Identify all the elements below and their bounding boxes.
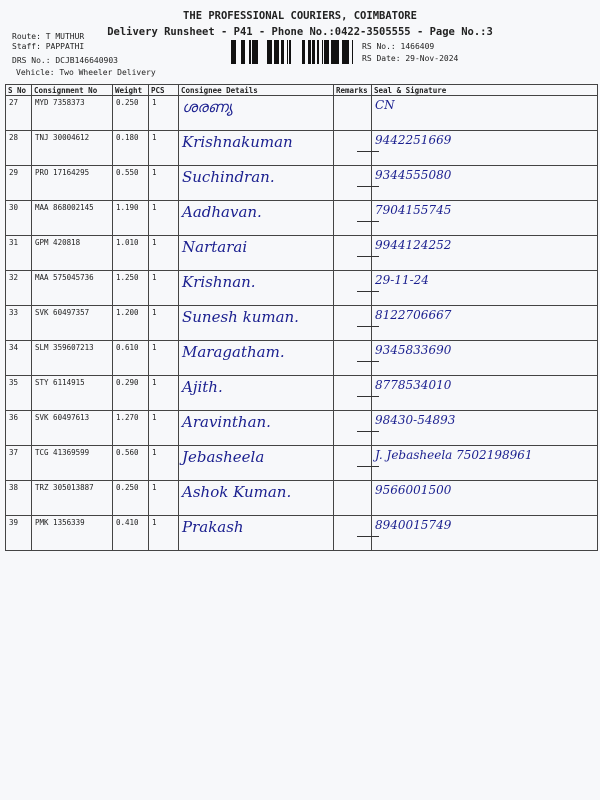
cell-signature: 9344555080: [372, 166, 598, 201]
cell-consignment: PRO 17164295: [32, 166, 113, 201]
cell-remarks: [334, 341, 372, 376]
table-row: [6, 341, 598, 376]
cell-signature: 8778534010: [372, 376, 598, 411]
rs-date: RS Date: 29-Nov-2024: [362, 54, 459, 63]
cell-weight: 0.180: [113, 131, 149, 166]
cell-pcs: 1: [149, 516, 179, 551]
cell-consignee: Jebasheela: [179, 446, 334, 481]
table-row: [6, 376, 598, 411]
col-remarks: Remarks: [334, 85, 372, 96]
company-title: THE PROFESSIONAL COURIERS, COIMBATORE: [183, 10, 417, 22]
cell-weight: 0.560: [113, 446, 149, 481]
table-header-row: [6, 85, 598, 96]
cell-weight: 0.250: [113, 481, 149, 516]
cell-pcs: 1: [149, 341, 179, 376]
cell-sno: 38: [6, 481, 32, 516]
cell-sno: 37: [6, 446, 32, 481]
cell-remarks: [334, 376, 372, 411]
table-row: [6, 201, 598, 236]
cell-consignee: Suchindran.: [179, 166, 334, 201]
remark-dash: [357, 361, 379, 362]
cell-pcs: 1: [149, 236, 179, 271]
cell-weight: 0.250: [113, 96, 149, 131]
vehicle: Vehicle: Two Wheeler Delivery: [16, 68, 156, 77]
table-row: [6, 481, 598, 516]
cell-pcs: 1: [149, 446, 179, 481]
rs-number: RS No.: 1466409: [362, 42, 435, 51]
cell-consignee: Aravinthan.: [179, 411, 334, 446]
cell-weight: 1.270: [113, 411, 149, 446]
route: Route: T MUTHUR: [12, 32, 85, 41]
cell-sno: 35: [6, 376, 32, 411]
cell-signature: 9566001500: [372, 481, 598, 516]
cell-signature: 7904155745: [372, 201, 598, 236]
col-sno: S No: [6, 85, 32, 96]
remark-dash: [357, 186, 379, 187]
cell-signature: 9944124252: [372, 236, 598, 271]
cell-sno: 30: [6, 201, 32, 236]
cell-remarks: [334, 201, 372, 236]
cell-consignment: SVK 60497613: [32, 411, 113, 446]
cell-consignee: ശരണ്യ: [179, 96, 334, 131]
runsheet-title: Delivery Runsheet - P41 - Phone No.:0422-3505555 - Page No.:3: [107, 26, 493, 38]
cell-weight: 1.250: [113, 271, 149, 306]
cell-consignment: TCG 41369599: [32, 446, 113, 481]
cell-pcs: 1: [149, 166, 179, 201]
cell-weight: 0.410: [113, 516, 149, 551]
cell-sno: 31: [6, 236, 32, 271]
cell-sno: 28: [6, 131, 32, 166]
cell-signature: J. Jebasheela 7502198961: [372, 446, 598, 481]
cell-pcs: 1: [149, 201, 179, 236]
remark-dash: [357, 291, 379, 292]
cell-weight: 0.550: [113, 166, 149, 201]
table-row: [6, 166, 598, 201]
runsheet-table: [5, 84, 598, 551]
cell-consignment: SLM 359607213: [32, 341, 113, 376]
cell-weight: 1.190: [113, 201, 149, 236]
cell-sno: 32: [6, 271, 32, 306]
table-row: [6, 306, 598, 341]
cell-pcs: 1: [149, 271, 179, 306]
cell-weight: 0.610: [113, 341, 149, 376]
cell-sno: 34: [6, 341, 32, 376]
table-row: [6, 446, 598, 481]
cell-consignment: TNJ 30004612: [32, 131, 113, 166]
col-weight: Weight: [113, 85, 149, 96]
table-row: [6, 411, 598, 446]
cell-consignment: GPM 420818: [32, 236, 113, 271]
remark-dash: [357, 431, 379, 432]
cell-consignment: SVK 60497357: [32, 306, 113, 341]
remark-dash: [357, 396, 379, 397]
cell-weight: 0.290: [113, 376, 149, 411]
cell-pcs: 1: [149, 376, 179, 411]
remark-dash: [357, 536, 379, 537]
cell-sno: 39: [6, 516, 32, 551]
cell-consignee: Prakash: [179, 516, 334, 551]
cell-consignment: STY 6114915: [32, 376, 113, 411]
cell-pcs: 1: [149, 481, 179, 516]
cell-sno: 33: [6, 306, 32, 341]
col-pcs: PCS: [149, 85, 179, 96]
cell-consignment: MAA 868002145: [32, 201, 113, 236]
remark-dash: [357, 256, 379, 257]
barcode-image: [228, 40, 358, 64]
cell-signature: 98430-54893: [372, 411, 598, 446]
cell-consignee: Krishnakuman: [179, 131, 334, 166]
cell-remarks: [334, 131, 372, 166]
remark-dash: [357, 151, 379, 152]
cell-signature: 9345833690: [372, 341, 598, 376]
cell-weight: 1.200: [113, 306, 149, 341]
cell-consignee: Maragatham.: [179, 341, 334, 376]
cell-consignee: Ashok Kuman.: [179, 481, 334, 516]
cell-consignee: Nartarai: [179, 236, 334, 271]
col-consignment: Consignment No: [32, 85, 113, 96]
cell-remarks: [334, 96, 372, 131]
cell-pcs: 1: [149, 411, 179, 446]
cell-sno: 29: [6, 166, 32, 201]
remark-dash: [357, 221, 379, 222]
cell-sno: 36: [6, 411, 32, 446]
cell-remarks: [334, 446, 372, 481]
cell-consignee: Aadhavan.: [179, 201, 334, 236]
cell-signature: 29-11-24: [372, 271, 598, 306]
table-row: [6, 96, 598, 131]
cell-remarks: [334, 306, 372, 341]
cell-remarks: [334, 481, 372, 516]
remark-dash: [357, 326, 379, 327]
cell-pcs: 1: [149, 306, 179, 341]
cell-consignee: Ajith.: [179, 376, 334, 411]
cell-consignment: MAA 575045736: [32, 271, 113, 306]
cell-remarks: [334, 166, 372, 201]
remark-dash: [357, 466, 379, 467]
cell-remarks: [334, 516, 372, 551]
cell-signature: 8122706667: [372, 306, 598, 341]
cell-remarks: [334, 271, 372, 306]
cell-consignment: PMK 1356339: [32, 516, 113, 551]
cell-signature: 8940015749: [372, 516, 598, 551]
cell-sno: 27: [6, 96, 32, 131]
cell-consignment: MYD 7358373: [32, 96, 113, 131]
cell-remarks: [334, 236, 372, 271]
col-consignee: Consignee Details: [179, 85, 334, 96]
cell-pcs: 1: [149, 96, 179, 131]
cell-signature: 9442251669: [372, 131, 598, 166]
table-row: [6, 516, 598, 551]
staff: Staff: PAPPATHI: [12, 42, 85, 51]
cell-consignment: TRZ 305013887: [32, 481, 113, 516]
table-row: [6, 271, 598, 306]
cell-pcs: 1: [149, 131, 179, 166]
drs-number: DRS No.: DCJB146640903: [12, 56, 118, 65]
cell-consignee: Sunesh kuman.: [179, 306, 334, 341]
cell-weight: 1.010: [113, 236, 149, 271]
table-row: [6, 131, 598, 166]
cell-signature: CN: [372, 96, 598, 131]
cell-consignee: Krishnan.: [179, 271, 334, 306]
col-seal-signature: Seal & Signature: [372, 85, 598, 96]
table-row: [6, 236, 598, 271]
cell-remarks: [334, 411, 372, 446]
